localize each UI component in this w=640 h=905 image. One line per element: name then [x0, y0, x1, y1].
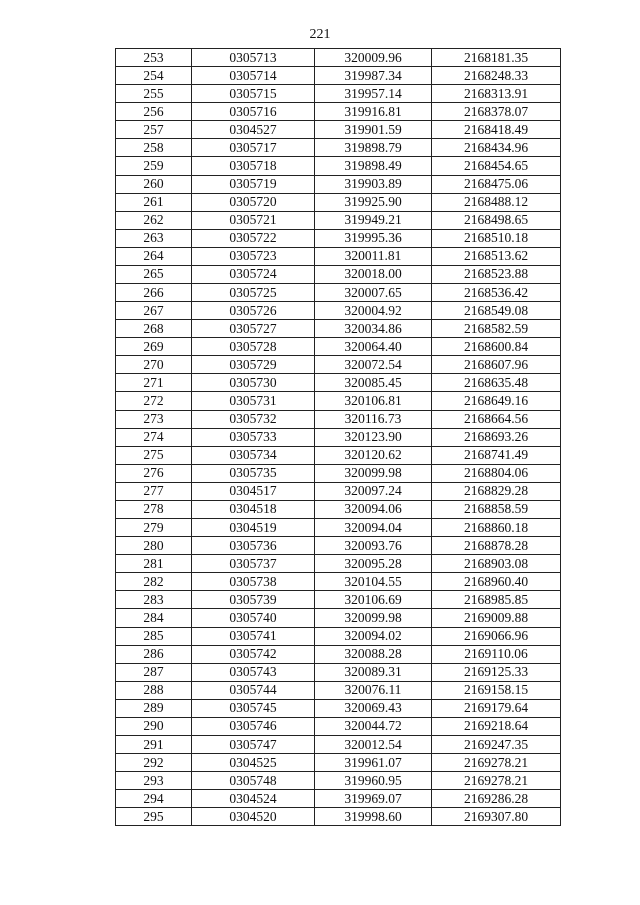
x-coordinate-cell: 319898.79 [315, 139, 432, 157]
y-coordinate-cell: 2168475.06 [432, 175, 561, 193]
y-coordinate-cell: 2169009.88 [432, 609, 561, 627]
y-coordinate-cell: 2168510.18 [432, 229, 561, 247]
table-row [116, 482, 561, 500]
point-id-cell: 0305731 [192, 392, 315, 410]
x-coordinate-cell: 319995.36 [315, 229, 432, 247]
point-id-cell: 0305724 [192, 265, 315, 283]
point-id-cell: 0305743 [192, 663, 315, 681]
y-coordinate-cell: 2168181.35 [432, 49, 561, 67]
point-id-cell: 0304525 [192, 754, 315, 772]
page-number: 221 [309, 27, 331, 42]
point-id-cell: 0305720 [192, 193, 315, 211]
y-coordinate-cell: 2169179.64 [432, 699, 561, 717]
point-id-cell: 0305734 [192, 446, 315, 464]
y-coordinate-cell: 2168488.12 [432, 193, 561, 211]
point-id-cell: 0304518 [192, 500, 315, 518]
row-number-cell: 277 [116, 482, 192, 500]
y-coordinate-cell: 2168536.42 [432, 284, 561, 302]
x-coordinate-cell: 320007.65 [315, 284, 432, 302]
coordinates-table [115, 48, 561, 826]
x-coordinate-cell: 320099.98 [315, 609, 432, 627]
point-id-cell: 0305742 [192, 645, 315, 663]
y-coordinate-cell: 2168635.48 [432, 374, 561, 392]
table-row [116, 247, 561, 265]
y-coordinate-cell: 2169286.28 [432, 790, 561, 808]
table-body [116, 49, 561, 826]
table-row [116, 265, 561, 283]
y-coordinate-cell: 2168607.96 [432, 356, 561, 374]
y-coordinate-cell: 2168418.49 [432, 121, 561, 139]
point-id-cell: 0305715 [192, 85, 315, 103]
row-number-cell: 267 [116, 302, 192, 320]
point-id-cell: 0305735 [192, 464, 315, 482]
table-row [116, 284, 561, 302]
row-number-cell: 293 [116, 772, 192, 790]
table-row [116, 85, 561, 103]
point-id-cell: 0305741 [192, 627, 315, 645]
table-row [116, 410, 561, 428]
y-coordinate-cell: 2169278.21 [432, 772, 561, 790]
row-number-cell: 256 [116, 103, 192, 121]
table-row [116, 193, 561, 211]
x-coordinate-cell: 320123.90 [315, 428, 432, 446]
x-coordinate-cell: 319969.07 [315, 790, 432, 808]
point-id-cell: 0305727 [192, 320, 315, 338]
x-coordinate-cell: 320009.96 [315, 49, 432, 67]
table-row [116, 790, 561, 808]
table-row [116, 320, 561, 338]
point-id-cell: 0305733 [192, 428, 315, 446]
row-number-cell: 292 [116, 754, 192, 772]
row-number-cell: 280 [116, 537, 192, 555]
row-number-cell: 273 [116, 410, 192, 428]
y-coordinate-cell: 2168549.08 [432, 302, 561, 320]
row-number-cell: 278 [116, 500, 192, 518]
point-id-cell: 0305738 [192, 573, 315, 591]
y-coordinate-cell: 2168434.96 [432, 139, 561, 157]
row-number-cell: 260 [116, 175, 192, 193]
y-coordinate-cell: 2168878.28 [432, 537, 561, 555]
x-coordinate-cell: 320093.76 [315, 537, 432, 555]
y-coordinate-cell: 2168313.91 [432, 85, 561, 103]
point-id-cell: 0305722 [192, 229, 315, 247]
table-row [116, 302, 561, 320]
table-row [116, 49, 561, 67]
table-row [116, 555, 561, 573]
table-row [116, 699, 561, 717]
table-row [116, 609, 561, 627]
row-number-cell: 291 [116, 735, 192, 753]
y-coordinate-cell: 2168829.28 [432, 482, 561, 500]
row-number-cell: 290 [116, 717, 192, 735]
point-id-cell: 0304520 [192, 808, 315, 826]
row-number-cell: 285 [116, 627, 192, 645]
x-coordinate-cell: 320069.43 [315, 699, 432, 717]
point-id-cell: 0305718 [192, 157, 315, 175]
row-number-cell: 276 [116, 464, 192, 482]
point-id-cell: 0305732 [192, 410, 315, 428]
y-coordinate-cell: 2168858.59 [432, 500, 561, 518]
row-number-cell: 266 [116, 284, 192, 302]
x-coordinate-cell: 319901.59 [315, 121, 432, 139]
point-id-cell: 0305740 [192, 609, 315, 627]
row-number-cell: 287 [116, 663, 192, 681]
row-number-cell: 283 [116, 591, 192, 609]
point-id-cell: 0304524 [192, 790, 315, 808]
table-row [116, 374, 561, 392]
point-id-cell: 0305730 [192, 374, 315, 392]
point-id-cell: 0305729 [192, 356, 315, 374]
y-coordinate-cell: 2168960.40 [432, 573, 561, 591]
table-row [116, 428, 561, 446]
x-coordinate-cell: 319987.34 [315, 67, 432, 85]
row-number-cell: 263 [116, 229, 192, 247]
x-coordinate-cell: 319898.49 [315, 157, 432, 175]
point-id-cell: 0305713 [192, 49, 315, 67]
x-coordinate-cell: 320106.81 [315, 392, 432, 410]
y-coordinate-cell: 2168741.49 [432, 446, 561, 464]
table-row [116, 754, 561, 772]
table-row [116, 808, 561, 826]
table-row [116, 663, 561, 681]
x-coordinate-cell: 320089.31 [315, 663, 432, 681]
row-number-cell: 257 [116, 121, 192, 139]
row-number-cell: 286 [116, 645, 192, 663]
row-number-cell: 282 [116, 573, 192, 591]
point-id-cell: 0305714 [192, 67, 315, 85]
row-number-cell: 289 [116, 699, 192, 717]
row-number-cell: 264 [116, 247, 192, 265]
x-coordinate-cell: 319916.81 [315, 103, 432, 121]
table-row [116, 627, 561, 645]
y-coordinate-cell: 2168513.62 [432, 247, 561, 265]
table-row [116, 139, 561, 157]
point-id-cell: 0305745 [192, 699, 315, 717]
point-id-cell: 0305719 [192, 175, 315, 193]
point-id-cell: 0305748 [192, 772, 315, 790]
x-coordinate-cell: 320120.62 [315, 446, 432, 464]
x-coordinate-cell: 320085.45 [315, 374, 432, 392]
x-coordinate-cell: 319949.21 [315, 211, 432, 229]
table-row [116, 446, 561, 464]
table-row [116, 645, 561, 663]
table-row [116, 67, 561, 85]
y-coordinate-cell: 2168582.59 [432, 320, 561, 338]
x-coordinate-cell: 320104.55 [315, 573, 432, 591]
point-id-cell: 0305747 [192, 735, 315, 753]
row-number-cell: 275 [116, 446, 192, 464]
table-row [116, 537, 561, 555]
y-coordinate-cell: 2168985.85 [432, 591, 561, 609]
point-id-cell: 0305736 [192, 537, 315, 555]
x-coordinate-cell: 320095.28 [315, 555, 432, 573]
y-coordinate-cell: 2168903.08 [432, 555, 561, 573]
x-coordinate-cell: 320004.92 [315, 302, 432, 320]
row-number-cell: 268 [116, 320, 192, 338]
point-id-cell: 0305744 [192, 681, 315, 699]
table-row [116, 519, 561, 537]
y-coordinate-cell: 2168454.65 [432, 157, 561, 175]
x-coordinate-cell: 319960.95 [315, 772, 432, 790]
row-number-cell: 288 [116, 681, 192, 699]
y-coordinate-cell: 2168498.65 [432, 211, 561, 229]
x-coordinate-cell: 320072.54 [315, 356, 432, 374]
row-number-cell: 270 [116, 356, 192, 374]
point-id-cell: 0305728 [192, 338, 315, 356]
x-coordinate-cell: 320018.00 [315, 265, 432, 283]
x-coordinate-cell: 320044.72 [315, 717, 432, 735]
table-row [116, 500, 561, 518]
row-number-cell: 262 [116, 211, 192, 229]
row-number-cell: 295 [116, 808, 192, 826]
row-number-cell: 281 [116, 555, 192, 573]
table-row [116, 573, 561, 591]
point-id-cell: 0304517 [192, 482, 315, 500]
y-coordinate-cell: 2169125.33 [432, 663, 561, 681]
point-id-cell: 0305737 [192, 555, 315, 573]
y-coordinate-cell: 2169247.35 [432, 735, 561, 753]
row-number-cell: 255 [116, 85, 192, 103]
point-id-cell: 0305716 [192, 103, 315, 121]
row-number-cell: 259 [116, 157, 192, 175]
row-number-cell: 272 [116, 392, 192, 410]
y-coordinate-cell: 2168860.18 [432, 519, 561, 537]
row-number-cell: 253 [116, 49, 192, 67]
x-coordinate-cell: 320088.28 [315, 645, 432, 663]
row-number-cell: 269 [116, 338, 192, 356]
x-coordinate-cell: 320011.81 [315, 247, 432, 265]
table-row [116, 392, 561, 410]
y-coordinate-cell: 2169066.96 [432, 627, 561, 645]
y-coordinate-cell: 2168600.84 [432, 338, 561, 356]
x-coordinate-cell: 320094.04 [315, 519, 432, 537]
y-coordinate-cell: 2168523.88 [432, 265, 561, 283]
table-row [116, 356, 561, 374]
point-id-cell: 0305746 [192, 717, 315, 735]
table-row [116, 772, 561, 790]
table-row [116, 717, 561, 735]
x-coordinate-cell: 320097.24 [315, 482, 432, 500]
x-coordinate-cell: 320094.06 [315, 500, 432, 518]
x-coordinate-cell: 319961.07 [315, 754, 432, 772]
table-row [116, 229, 561, 247]
row-number-cell: 271 [116, 374, 192, 392]
table-row [116, 464, 561, 482]
point-id-cell: 0305721 [192, 211, 315, 229]
x-coordinate-cell: 319998.60 [315, 808, 432, 826]
y-coordinate-cell: 2169110.06 [432, 645, 561, 663]
row-number-cell: 284 [116, 609, 192, 627]
x-coordinate-cell: 320012.54 [315, 735, 432, 753]
table-row [116, 211, 561, 229]
point-id-cell: 0305726 [192, 302, 315, 320]
row-number-cell: 261 [116, 193, 192, 211]
point-id-cell: 0305717 [192, 139, 315, 157]
row-number-cell: 265 [116, 265, 192, 283]
point-id-cell: 0305739 [192, 591, 315, 609]
table-row [116, 591, 561, 609]
y-coordinate-cell: 2168693.26 [432, 428, 561, 446]
row-number-cell: 258 [116, 139, 192, 157]
y-coordinate-cell: 2169158.15 [432, 681, 561, 699]
y-coordinate-cell: 2168649.16 [432, 392, 561, 410]
table-row [116, 103, 561, 121]
point-id-cell: 0304519 [192, 519, 315, 537]
x-coordinate-cell: 320064.40 [315, 338, 432, 356]
table-row [116, 735, 561, 753]
y-coordinate-cell: 2169278.21 [432, 754, 561, 772]
x-coordinate-cell: 319957.14 [315, 85, 432, 103]
x-coordinate-cell: 319925.90 [315, 193, 432, 211]
y-coordinate-cell: 2169218.64 [432, 717, 561, 735]
x-coordinate-cell: 320094.02 [315, 627, 432, 645]
x-coordinate-cell: 320099.98 [315, 464, 432, 482]
point-id-cell: 0305723 [192, 247, 315, 265]
table-row [116, 157, 561, 175]
y-coordinate-cell: 2168248.33 [432, 67, 561, 85]
table-row [116, 681, 561, 699]
x-coordinate-cell: 320076.11 [315, 681, 432, 699]
row-number-cell: 254 [116, 67, 192, 85]
table-row [116, 121, 561, 139]
row-number-cell: 279 [116, 519, 192, 537]
y-coordinate-cell: 2168664.56 [432, 410, 561, 428]
row-number-cell: 294 [116, 790, 192, 808]
x-coordinate-cell: 320116.73 [315, 410, 432, 428]
point-id-cell: 0304527 [192, 121, 315, 139]
row-number-cell: 274 [116, 428, 192, 446]
point-id-cell: 0305725 [192, 284, 315, 302]
table-row [116, 338, 561, 356]
y-coordinate-cell: 2169307.80 [432, 808, 561, 826]
y-coordinate-cell: 2168804.06 [432, 464, 561, 482]
y-coordinate-cell: 2168378.07 [432, 103, 561, 121]
table-row [116, 175, 561, 193]
x-coordinate-cell: 320034.86 [315, 320, 432, 338]
x-coordinate-cell: 319903.89 [315, 175, 432, 193]
x-coordinate-cell: 320106.69 [315, 591, 432, 609]
